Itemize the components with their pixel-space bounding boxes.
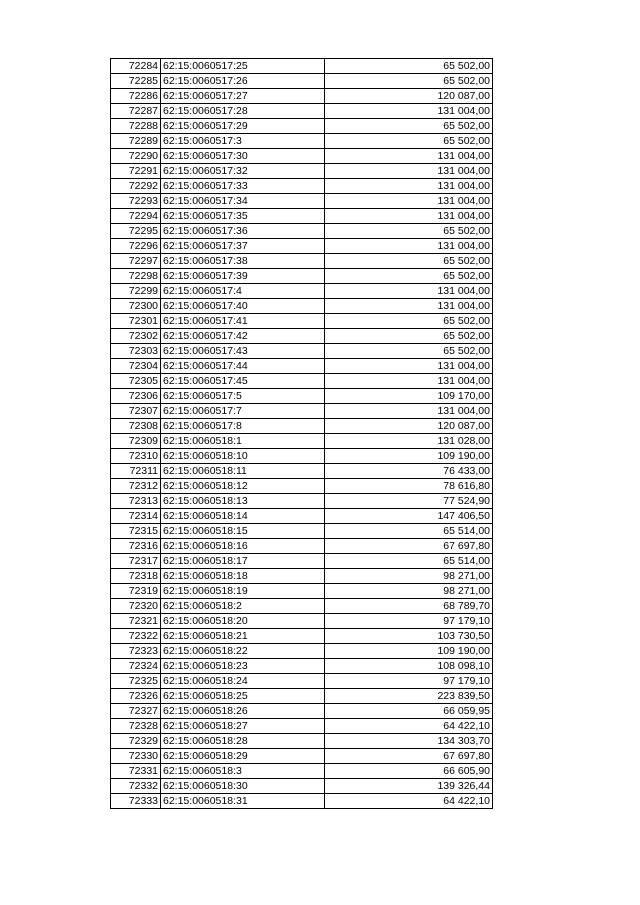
row-number-cell: 72327 <box>111 704 161 719</box>
row-number-cell: 72284 <box>111 59 161 74</box>
cadastral-value-cell: 131 004,00 <box>325 239 493 254</box>
row-number-cell: 72310 <box>111 449 161 464</box>
cadastral-number-cell: 62:15:0060517:32 <box>161 164 325 179</box>
row-number-cell: 72303 <box>111 344 161 359</box>
cadastral-value-cell: 78 616,80 <box>325 479 493 494</box>
cadastral-value-cell: 65 502,00 <box>325 74 493 89</box>
table-row <box>111 734 493 749</box>
cadastral-number-cell: 62:15:0060518:30 <box>161 779 325 794</box>
cadastral-value-cell: 103 730,50 <box>325 629 493 644</box>
row-number-cell: 72290 <box>111 149 161 164</box>
cadastral-number-cell: 62:15:0060518:2 <box>161 599 325 614</box>
table-row <box>111 119 493 134</box>
cadastral-value-cell: 131 004,00 <box>325 359 493 374</box>
cadastral-number-cell: 62:15:0060518:13 <box>161 494 325 509</box>
cadastral-number-cell: 62:15:0060518:10 <box>161 449 325 464</box>
cadastral-value-cell: 120 087,00 <box>325 419 493 434</box>
cadastral-number-cell: 62:15:0060518:18 <box>161 569 325 584</box>
cadastral-number-cell: 62:15:0060518:24 <box>161 674 325 689</box>
row-number-cell: 72285 <box>111 74 161 89</box>
table-row <box>111 359 493 374</box>
cadastral-number-cell: 62:15:0060517:40 <box>161 299 325 314</box>
table-row <box>111 614 493 629</box>
table-row <box>111 194 493 209</box>
row-number-cell: 72304 <box>111 359 161 374</box>
table-row <box>111 704 493 719</box>
row-number-cell: 72295 <box>111 224 161 239</box>
row-number-cell: 72286 <box>111 89 161 104</box>
table-body <box>111 59 493 809</box>
cadastral-number-cell: 62:15:0060518:16 <box>161 539 325 554</box>
table-row <box>111 224 493 239</box>
cadastral-value-cell: 65 502,00 <box>325 134 493 149</box>
cadastral-value-table <box>110 58 493 809</box>
table-row <box>111 299 493 314</box>
row-number-cell: 72315 <box>111 524 161 539</box>
row-number-cell: 72308 <box>111 419 161 434</box>
row-number-cell: 72329 <box>111 734 161 749</box>
table-row <box>111 314 493 329</box>
table-row <box>111 629 493 644</box>
table-row <box>111 449 493 464</box>
cadastral-number-cell: 62:15:0060517:42 <box>161 329 325 344</box>
cadastral-value-cell: 65 502,00 <box>325 224 493 239</box>
cadastral-value-cell: 131 004,00 <box>325 179 493 194</box>
cadastral-value-cell: 131 004,00 <box>325 194 493 209</box>
row-number-cell: 72301 <box>111 314 161 329</box>
cadastral-number-cell: 62:15:0060517:41 <box>161 314 325 329</box>
cadastral-value-cell: 131 004,00 <box>325 164 493 179</box>
cadastral-value-cell: 64 422,10 <box>325 794 493 809</box>
cadastral-number-cell: 62:15:0060518:25 <box>161 689 325 704</box>
cadastral-value-cell: 68 789,70 <box>325 599 493 614</box>
row-number-cell: 72313 <box>111 494 161 509</box>
row-number-cell: 72296 <box>111 239 161 254</box>
table-row <box>111 464 493 479</box>
cadastral-number-cell: 62:15:0060517:29 <box>161 119 325 134</box>
row-number-cell: 72324 <box>111 659 161 674</box>
cadastral-number-cell: 62:15:0060517:37 <box>161 239 325 254</box>
table-row <box>111 329 493 344</box>
row-number-cell: 72288 <box>111 119 161 134</box>
cadastral-value-cell: 66 059,95 <box>325 704 493 719</box>
cadastral-number-cell: 62:15:0060517:35 <box>161 209 325 224</box>
cadastral-number-cell: 62:15:0060517:5 <box>161 389 325 404</box>
row-number-cell: 72312 <box>111 479 161 494</box>
cadastral-value-cell: 139 326,44 <box>325 779 493 794</box>
cadastral-value-cell: 131 004,00 <box>325 374 493 389</box>
table-row <box>111 59 493 74</box>
row-number-cell: 72331 <box>111 764 161 779</box>
cadastral-value-cell: 134 303,70 <box>325 734 493 749</box>
table-row <box>111 104 493 119</box>
cadastral-number-cell: 62:15:0060517:34 <box>161 194 325 209</box>
row-number-cell: 72311 <box>111 464 161 479</box>
row-number-cell: 72330 <box>111 749 161 764</box>
cadastral-number-cell: 62:15:0060517:43 <box>161 344 325 359</box>
cadastral-number-cell: 62:15:0060518:19 <box>161 584 325 599</box>
cadastral-number-cell: 62:15:0060517:8 <box>161 419 325 434</box>
cadastral-value-cell: 66 605,90 <box>325 764 493 779</box>
cadastral-number-cell: 62:15:0060517:36 <box>161 224 325 239</box>
cadastral-value-cell: 131 004,00 <box>325 104 493 119</box>
cadastral-value-cell: 131 004,00 <box>325 209 493 224</box>
cadastral-value-cell: 131 004,00 <box>325 299 493 314</box>
table-row <box>111 644 493 659</box>
cadastral-value-cell: 65 502,00 <box>325 119 493 134</box>
table-row <box>111 74 493 89</box>
table-row <box>111 344 493 359</box>
row-number-cell: 72297 <box>111 254 161 269</box>
row-number-cell: 72294 <box>111 209 161 224</box>
cadastral-number-cell: 62:15:0060518:15 <box>161 524 325 539</box>
row-number-cell: 72320 <box>111 599 161 614</box>
table-row <box>111 689 493 704</box>
cadastral-value-cell: 76 433,00 <box>325 464 493 479</box>
row-number-cell: 72325 <box>111 674 161 689</box>
table-row <box>111 404 493 419</box>
table-row <box>111 284 493 299</box>
cadastral-number-cell: 62:15:0060518:17 <box>161 554 325 569</box>
row-number-cell: 72319 <box>111 584 161 599</box>
table-row <box>111 419 493 434</box>
cadastral-value-cell: 64 422,10 <box>325 719 493 734</box>
table-row <box>111 554 493 569</box>
cadastral-value-cell: 108 098,10 <box>325 659 493 674</box>
cadastral-number-cell: 62:15:0060518:27 <box>161 719 325 734</box>
row-number-cell: 72293 <box>111 194 161 209</box>
cadastral-value-cell: 120 087,00 <box>325 89 493 104</box>
row-number-cell: 72314 <box>111 509 161 524</box>
table-row <box>111 779 493 794</box>
cadastral-number-cell: 62:15:0060517:26 <box>161 74 325 89</box>
table-row <box>111 599 493 614</box>
row-number-cell: 72298 <box>111 269 161 284</box>
cadastral-value-cell: 65 502,00 <box>325 254 493 269</box>
cadastral-number-cell: 62:15:0060518:3 <box>161 764 325 779</box>
table-row <box>111 794 493 809</box>
cadastral-number-cell: 62:15:0060518:22 <box>161 644 325 659</box>
row-number-cell: 72326 <box>111 689 161 704</box>
cadastral-number-cell: 62:15:0060517:3 <box>161 134 325 149</box>
cadastral-value-cell: 98 271,00 <box>325 584 493 599</box>
cadastral-value-cell: 65 502,00 <box>325 59 493 74</box>
table-row <box>111 749 493 764</box>
cadastral-value-cell: 97 179,10 <box>325 674 493 689</box>
table-row <box>111 209 493 224</box>
table-row <box>111 479 493 494</box>
row-number-cell: 72323 <box>111 644 161 659</box>
table-row <box>111 494 493 509</box>
table-row <box>111 719 493 734</box>
cadastral-value-cell: 67 697,80 <box>325 539 493 554</box>
cadastral-value-cell: 109 170,00 <box>325 389 493 404</box>
cadastral-number-cell: 62:15:0060518:28 <box>161 734 325 749</box>
table-row <box>111 659 493 674</box>
cadastral-number-cell: 62:15:0060517:33 <box>161 179 325 194</box>
cadastral-number-cell: 62:15:0060517:38 <box>161 254 325 269</box>
table-row <box>111 764 493 779</box>
cadastral-number-cell: 62:15:0060517:7 <box>161 404 325 419</box>
table-row <box>111 89 493 104</box>
cadastral-value-cell: 65 502,00 <box>325 269 493 284</box>
table-row <box>111 389 493 404</box>
cadastral-value-cell: 97 179,10 <box>325 614 493 629</box>
table-row <box>111 149 493 164</box>
row-number-cell: 72292 <box>111 179 161 194</box>
cadastral-value-cell: 131 004,00 <box>325 284 493 299</box>
cadastral-number-cell: 62:15:0060518:20 <box>161 614 325 629</box>
row-number-cell: 72287 <box>111 104 161 119</box>
cadastral-number-cell: 62:15:0060517:27 <box>161 89 325 104</box>
cadastral-number-cell: 62:15:0060517:44 <box>161 359 325 374</box>
cadastral-number-cell: 62:15:0060517:30 <box>161 149 325 164</box>
table-row <box>111 134 493 149</box>
table-row <box>111 269 493 284</box>
row-number-cell: 72316 <box>111 539 161 554</box>
cadastral-number-cell: 62:15:0060517:4 <box>161 284 325 299</box>
cadastral-value-cell: 65 514,00 <box>325 554 493 569</box>
row-number-cell: 72318 <box>111 569 161 584</box>
table-row <box>111 374 493 389</box>
row-number-cell: 72328 <box>111 719 161 734</box>
cadastral-value-cell: 65 514,00 <box>325 524 493 539</box>
row-number-cell: 72306 <box>111 389 161 404</box>
table-row <box>111 584 493 599</box>
cadastral-number-cell: 62:15:0060518:26 <box>161 704 325 719</box>
table-row <box>111 254 493 269</box>
cadastral-number-cell: 62:15:0060518:23 <box>161 659 325 674</box>
cadastral-value-cell: 109 190,00 <box>325 449 493 464</box>
cadastral-number-cell: 62:15:0060517:45 <box>161 374 325 389</box>
row-number-cell: 72299 <box>111 284 161 299</box>
cadastral-value-cell: 131 004,00 <box>325 149 493 164</box>
cadastral-value-cell: 65 502,00 <box>325 329 493 344</box>
cadastral-value-cell: 98 271,00 <box>325 569 493 584</box>
cadastral-value-cell: 65 502,00 <box>325 314 493 329</box>
row-number-cell: 72321 <box>111 614 161 629</box>
cadastral-number-cell: 62:15:0060517:25 <box>161 59 325 74</box>
table-row <box>111 179 493 194</box>
row-number-cell: 72333 <box>111 794 161 809</box>
row-number-cell: 72289 <box>111 134 161 149</box>
cadastral-value-cell: 131 004,00 <box>325 404 493 419</box>
cadastral-value-cell: 109 190,00 <box>325 644 493 659</box>
cadastral-number-cell: 62:15:0060518:29 <box>161 749 325 764</box>
cadastral-number-cell: 62:15:0060517:28 <box>161 104 325 119</box>
row-number-cell: 72322 <box>111 629 161 644</box>
row-number-cell: 72300 <box>111 299 161 314</box>
table-row <box>111 164 493 179</box>
cadastral-number-cell: 62:15:0060518:1 <box>161 434 325 449</box>
cadastral-number-cell: 62:15:0060518:12 <box>161 479 325 494</box>
cadastral-value-cell: 147 406,50 <box>325 509 493 524</box>
row-number-cell: 72332 <box>111 779 161 794</box>
cadastral-number-cell: 62:15:0060518:21 <box>161 629 325 644</box>
row-number-cell: 72305 <box>111 374 161 389</box>
table-row <box>111 539 493 554</box>
table-row <box>111 509 493 524</box>
row-number-cell: 72317 <box>111 554 161 569</box>
table-row <box>111 239 493 254</box>
row-number-cell: 72291 <box>111 164 161 179</box>
row-number-cell: 72309 <box>111 434 161 449</box>
cadastral-value-cell: 67 697,80 <box>325 749 493 764</box>
cadastral-number-cell: 62:15:0060518:11 <box>161 464 325 479</box>
table-row <box>111 524 493 539</box>
cadastral-value-cell: 131 028,00 <box>325 434 493 449</box>
cadastral-number-cell: 62:15:0060518:31 <box>161 794 325 809</box>
cadastral-value-cell: 77 524,90 <box>325 494 493 509</box>
row-number-cell: 72302 <box>111 329 161 344</box>
cadastral-number-cell: 62:15:0060517:39 <box>161 269 325 284</box>
table-row <box>111 674 493 689</box>
cadastral-value-cell: 223 839,50 <box>325 689 493 704</box>
cadastral-value-cell: 65 502,00 <box>325 344 493 359</box>
row-number-cell: 72307 <box>111 404 161 419</box>
table-row <box>111 569 493 584</box>
cadastral-number-cell: 62:15:0060518:14 <box>161 509 325 524</box>
table-row <box>111 434 493 449</box>
